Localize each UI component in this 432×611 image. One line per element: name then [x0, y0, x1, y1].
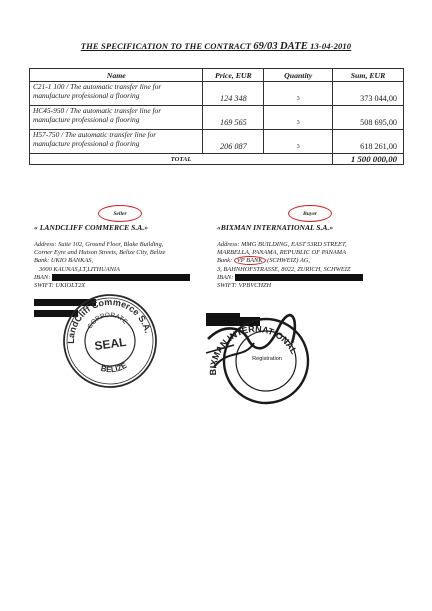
header-price: Price, EUR: [203, 69, 264, 82]
seal-top-text: LandCliff Commerce S.A.: [65, 296, 154, 344]
stamp-ring-text: BIXMAN INTERNATIONAL: [208, 323, 300, 376]
header-name: Name: [30, 69, 203, 82]
row-name: C21-1 100 / The automatic transfer line for manufacture professional a flooring: [30, 82, 203, 106]
table-row: [30, 82, 404, 106]
row-price: 124 348: [203, 82, 264, 106]
stamp-registration-text: Registration: [252, 356, 282, 362]
contract-date: 13-04-2010: [310, 41, 352, 51]
row-sum: 618 261,00: [333, 130, 404, 154]
document-title: THE SPECIFICATION TO THE CONTRACT 69/03 DATE 13-04-2010: [80, 41, 352, 52]
buyer-name: «BIXMAN INTERNATIONAL S.A.»: [217, 223, 334, 232]
corporate-seal: [62, 293, 158, 389]
header-sum: Sum, EUR: [333, 69, 404, 82]
row-sum: 373 044,00: [333, 82, 404, 106]
buyer-details: Address: MMG BUILDING, EAST 53RD STREET, MARBELLA, PANAMA, REPUBLIC OF PANAMA Bank: VP BANK (SCHWEIZ) AG, 3, BAHNHOFSTRASSE, 8022, ZURICH, SCHWEIZ IBAN: SWIFT: VPBVCHZH: [217, 241, 363, 290]
row-price: 206 087: [203, 130, 264, 154]
contract-number: 69/03: [253, 41, 278, 52]
table-row: [30, 106, 404, 130]
buyer-company-stamp: [204, 309, 310, 413]
specification-table: [29, 68, 404, 165]
row-quantity: 3: [264, 106, 333, 130]
row-price: 169 565: [203, 106, 264, 130]
buyer-badge: Buyer: [288, 205, 332, 222]
table-row: [30, 130, 404, 154]
redaction-bar: [235, 274, 363, 281]
row-name: H57-750 / The automatic transfer line for manufacture professional a flooring: [30, 130, 203, 154]
bank-name-circled: VP BANK: [234, 256, 266, 265]
seal-inner-text: CORPORATE: [86, 311, 129, 331]
row-quantity: 3: [264, 130, 333, 154]
seller-name: « LANDCLIFF COMMERCE S.A.»: [34, 223, 149, 232]
seller-badge: Seller: [98, 205, 142, 222]
row-name: HC45-950 / The automatic transfer line for manufacture professional a flooring: [30, 106, 203, 130]
header-quantity: Quantity: [264, 69, 333, 82]
redaction-bar: [206, 313, 240, 326]
seal-bottom-text: BELIZE: [99, 360, 129, 375]
redaction-bar: [52, 274, 190, 281]
table-header-row: [30, 69, 404, 82]
seller-details: Address: Suite 102, Ground Floor, Blake Building, Corner Eyre and Hutson Streets, Belize City, Belize Bank: UKIO BANKAS, 3000 KAUNAS,LT,LITHUANIA IBAN: SWIFT: UKIOLT2X: [34, 241, 190, 290]
total-row: [30, 154, 404, 165]
total-label: TOTAL: [30, 154, 333, 165]
row-sum: 508 695,00: [333, 106, 404, 130]
total-value: 1 500 000,00: [333, 154, 404, 165]
row-quantity: 3: [264, 82, 333, 106]
seal-center-text: SEAL: [93, 334, 128, 354]
